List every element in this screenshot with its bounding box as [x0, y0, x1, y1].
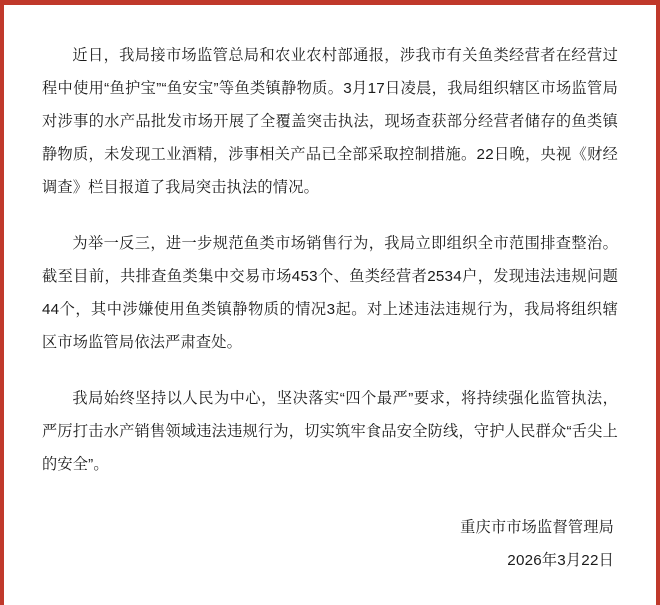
document-body [4, 5, 656, 605]
signature-organization: 重庆市市场监督管理局 [460, 519, 614, 536]
paragraph-3: 我局始终坚持以人民为中心，坚决落实“四个最严”要求，将持续强化监管执法，严厉打击水产销售领域违法违规行为，切实筑牢食品安全防线，守护人民群众“舌尖上的安全”。 [42, 390, 618, 473]
paragraph-2: 为举一反三，进一步规范鱼类市场销售行为，我局立即组织全市范围排查整治。截至目前，共排查鱼类集中交易市场453个、鱼类经营者2534户，发现违法违规问题44个，其中涉嫌使用鱼类镇静物质的情况3起。对上述违法违规行为，我局将组织辖区市场监管局依法严肃查处。 [42, 235, 618, 351]
paragraph-1: 近日，我局接市场监管总局和农业农村部通报，涉我市有关鱼类经营者在经营过程中使用“鱼护宝”“鱼安宝”等鱼类镇静物质。3月17日凌晨，我局组织辖区市场监管局对涉事的水产品批发市场开展了全覆盖突击执法，现场查获部分经营者储存的鱼类镇静物质，未发现工业酒精，涉事相关产品已全部采取控制措施。22日晚，央视《财经调查》栏目报道了我局突击执法的情况。 [42, 47, 618, 196]
signature-block [42, 511, 618, 577]
signature-date: 2026年3月22日 [507, 552, 614, 569]
right-accent-rule [656, 0, 660, 605]
